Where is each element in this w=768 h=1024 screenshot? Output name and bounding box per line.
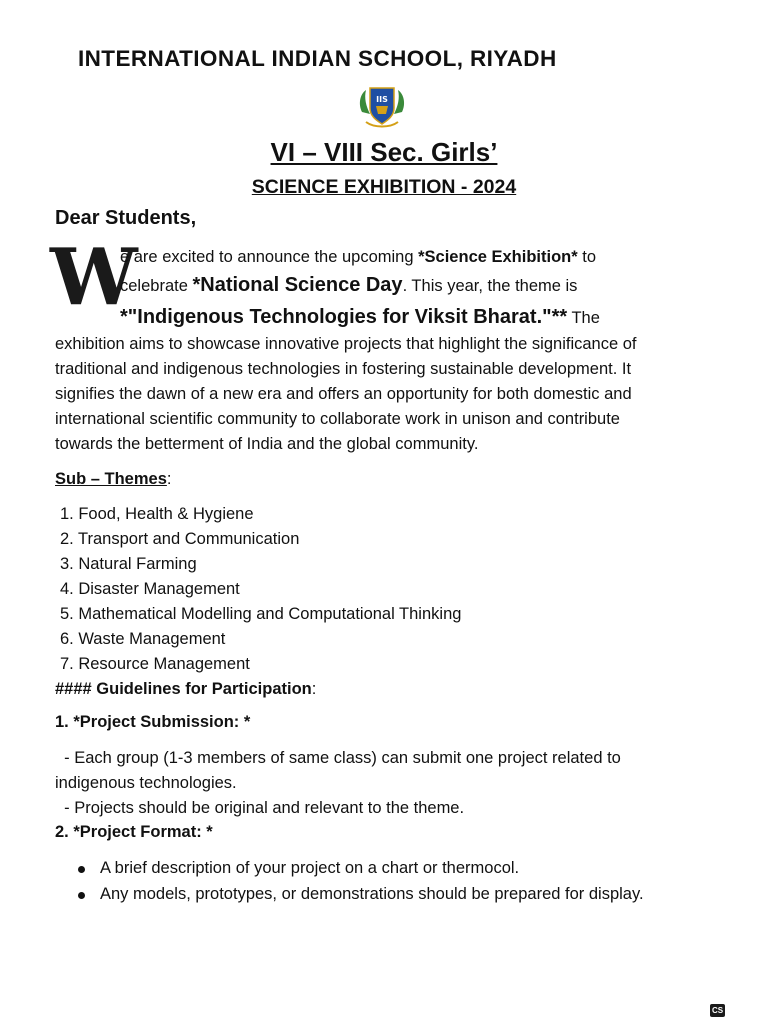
paragraph-line: towards the betterment of India and the global community. bbox=[55, 435, 479, 453]
intro-line-2-end: . This year, the theme is bbox=[402, 277, 578, 295]
paragraph-line: signifies the dawn of a new era and offers an opportunity for both domestic and bbox=[55, 385, 632, 403]
sub-theme-item: 2. Transport and Communication bbox=[60, 530, 300, 548]
salutation: Dear Students, bbox=[55, 207, 197, 229]
sub-themes-heading-text: Sub – Themes bbox=[55, 470, 167, 488]
sub-themes-colon: : bbox=[166, 470, 172, 488]
national-science-day: *National Science Day bbox=[192, 274, 403, 296]
sub-theme-item: 5. Mathematical Modelling and Computational Thinking bbox=[60, 605, 462, 623]
intro-line-2 bbox=[120, 274, 577, 297]
bullet-icon bbox=[78, 866, 85, 873]
intro-line-1-end: to bbox=[577, 248, 597, 266]
sub-theme-item: 6. Waste Management bbox=[60, 630, 226, 648]
intro-line-3-end: The bbox=[567, 309, 600, 327]
format-bullet: Any models, prototypes, or demonstrations should be prepared for display. bbox=[100, 885, 644, 903]
project-submission-heading: 1. *Project Submission: * bbox=[55, 713, 251, 731]
exhibition-theme: *"Indigenous Technologies for Viksit Bharat."** bbox=[120, 306, 568, 328]
sub-theme-item: 7. Resource Management bbox=[60, 655, 250, 673]
intro-line-1-text: e are excited to announce the upcoming bbox=[120, 248, 419, 266]
intro-line-1-bold: *Science Exhibition* bbox=[418, 248, 578, 266]
drop-cap: W bbox=[50, 232, 132, 323]
sub-themes-heading bbox=[55, 470, 171, 489]
page-subtitle: SCIENCE EXHIBITION - 2024 bbox=[251, 176, 517, 198]
submission-line: - Projects should be original and relevant to the theme. bbox=[55, 799, 465, 817]
submission-line: - Each group (1-3 members of same class) can submit one project related to bbox=[55, 749, 621, 767]
paragraph-line: traditional and indigenous technologies in fostering sustainable development. It bbox=[55, 360, 632, 378]
intro-line-1 bbox=[120, 248, 596, 267]
format-bullet: A brief description of your project on a chart or thermocol. bbox=[100, 859, 520, 877]
school-logo-icon bbox=[356, 84, 408, 130]
intro-line-3 bbox=[120, 306, 600, 329]
sub-theme-item: 3. Natural Farming bbox=[60, 555, 197, 573]
intro-line-2-text: celebrate bbox=[120, 277, 193, 295]
paragraph-line: exhibition aims to showcase innovative projects that highlight the significance of bbox=[55, 335, 637, 353]
guidelines-heading bbox=[55, 680, 316, 699]
guidelines-heading-text: #### Guidelines for Participation bbox=[55, 680, 312, 698]
school-name: INTERNATIONAL INDIAN SCHOOL, RIYADH bbox=[78, 46, 557, 71]
logo-text: IIS bbox=[376, 95, 388, 104]
camscanner-badge: CS bbox=[711, 1006, 724, 1015]
guidelines-colon: : bbox=[311, 680, 317, 698]
sub-theme-item: 1. Food, Health & Hygiene bbox=[60, 505, 254, 523]
paragraph-line: international scientific community to collaborate work in unison and contribute bbox=[55, 410, 620, 428]
page-title: VI – VIII Sec. Girls’ bbox=[270, 137, 498, 167]
sub-theme-item: 4. Disaster Management bbox=[60, 580, 240, 598]
project-format-heading: 2. *Project Format: * bbox=[55, 823, 213, 841]
bullet-icon bbox=[78, 892, 85, 899]
submission-line: indigenous technologies. bbox=[55, 774, 237, 792]
